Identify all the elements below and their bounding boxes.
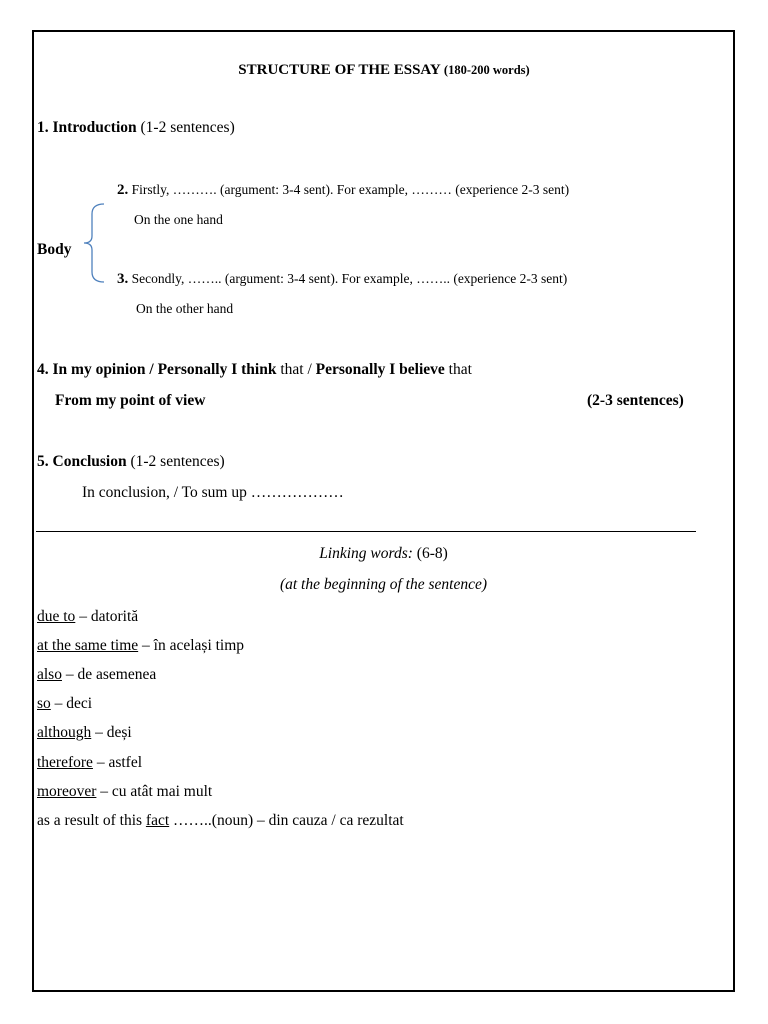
linking-phrase-post: ……..(noun) – din cauza / ca rezultat xyxy=(169,812,404,829)
point-3-text: Secondly, …….. (argument: 3-4 sent). For example, …….. (experience 2-3 sent) xyxy=(131,271,568,286)
linking-word-ro: – deci xyxy=(50,695,93,712)
linking-phrase-word: fact xyxy=(145,812,170,829)
opinion-that-1: that / xyxy=(280,361,316,378)
opinion-phrase-1: In my opinion / Personally I think xyxy=(52,361,277,378)
title-text: STRUCTURE OF THE ESSAY xyxy=(238,62,441,78)
document-title xyxy=(0,62,768,79)
linking-word-ro: – astfel xyxy=(92,754,143,771)
linking-words-label: Linking words: xyxy=(319,545,413,562)
linking-words-heading xyxy=(32,545,735,563)
opinion-line-2: From my point of view xyxy=(55,392,206,409)
introduction-label: 1. Introduction xyxy=(37,119,137,136)
opinion-phrase-2: Personally I believe xyxy=(315,361,445,378)
linking-word-ro: – de asemenea xyxy=(61,666,157,683)
linking-phrase-pre: as a result of this xyxy=(37,812,146,829)
linking-word-en: so xyxy=(37,695,51,712)
title-word-count: (180-200 words) xyxy=(443,63,530,77)
page-border xyxy=(32,30,735,992)
opinion-number: 4. xyxy=(37,361,49,378)
list-item xyxy=(37,637,244,655)
linking-word-ro: – cu atât mai mult xyxy=(96,783,213,800)
linking-word-en: at the same time xyxy=(37,637,139,654)
point-3-number: 3. xyxy=(117,271,129,287)
section-divider xyxy=(36,531,696,532)
list-item xyxy=(37,812,404,830)
linking-word-en: due to xyxy=(37,608,76,625)
linking-word-ro: – deși xyxy=(91,724,132,741)
list-item xyxy=(37,724,132,742)
point-2-text: Firstly, ………. (argument: 3-4 sent). For example, ……… (experience 2-3 sent) xyxy=(131,182,570,197)
linking-words-count: (6-8) xyxy=(416,545,448,562)
introduction-heading xyxy=(37,119,235,137)
body-point-3 xyxy=(117,271,567,288)
opinion-range: (2-3 sentences) xyxy=(587,392,684,409)
body-brace-icon xyxy=(80,200,108,286)
introduction-range: (1-2 sentences) xyxy=(140,119,235,136)
opinion-heading xyxy=(37,361,472,379)
list-item xyxy=(37,783,212,801)
body-point-2 xyxy=(117,182,569,199)
linking-word-en: although xyxy=(37,724,92,741)
linking-word-ro: – datorită xyxy=(75,608,139,625)
list-item xyxy=(37,608,138,626)
linking-word-en: moreover xyxy=(37,783,97,800)
list-item xyxy=(37,754,142,772)
list-item xyxy=(37,666,156,684)
body-label: Body xyxy=(37,241,72,258)
conclusion-heading xyxy=(37,453,225,471)
conclusion-range: (1-2 sentences) xyxy=(130,453,225,470)
point-2-connector: On the one hand xyxy=(134,212,223,227)
conclusion-label: 5. Conclusion xyxy=(37,453,127,470)
list-item xyxy=(37,695,92,713)
opinion-that-2: that xyxy=(448,361,472,378)
linking-word-ro: – în același timp xyxy=(138,637,245,654)
linking-words-note: (at the beginning of the sentence) xyxy=(279,576,488,593)
linking-word-en: also xyxy=(37,666,62,683)
conclusion-line: In conclusion, / To sum up ……………… xyxy=(82,484,344,501)
point-2-number: 2. xyxy=(117,182,129,198)
point-3-connector: On the other hand xyxy=(136,301,234,316)
linking-word-en: therefore xyxy=(37,754,93,771)
